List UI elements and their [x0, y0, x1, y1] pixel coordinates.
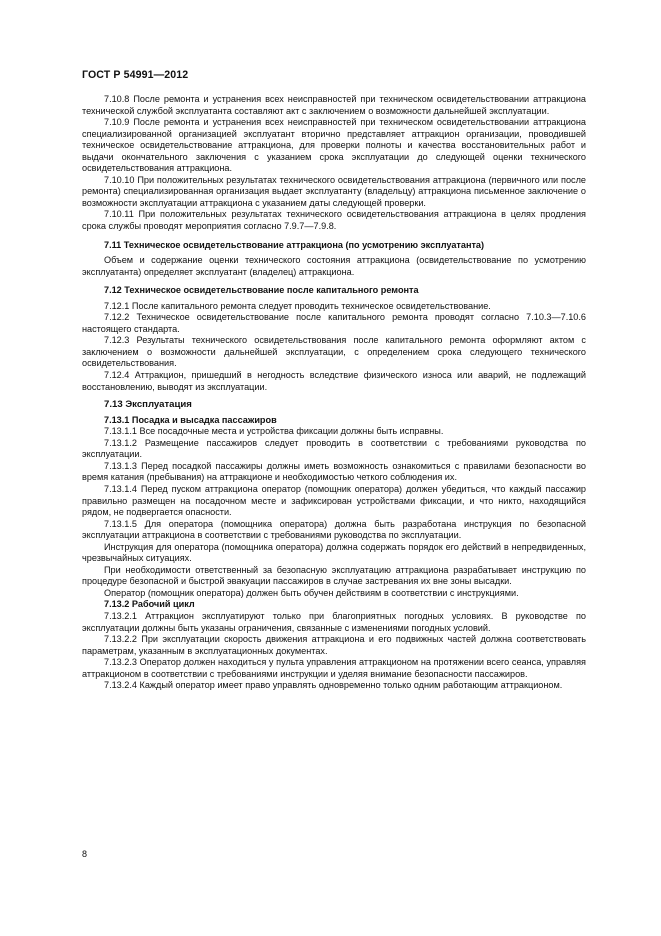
paragraph-7-13-1-1: 7.13.1.1 Все посадочные места и устройства фиксации должны быть исправны. — [104, 426, 444, 437]
paragraph-7-10-11: 7.10.11 При положительных результатах технического освидетельствования аттракциона в целях продления срока службы проводят мероприятия согласно 7.9.7—7.9.8. — [82, 209, 586, 232]
paragraph-7-12-2: 7.12.2 Техническое освидетельствование после капитального ремонта проводят согласно 7.10.3—7.10.6 настоящего стандарта. — [82, 312, 586, 334]
section-heading-7-12: 7.12 Техническое освидетельствование после капитального ремонта — [104, 285, 419, 296]
subsection-heading-7-13-2: 7.13.2 Рабочий цикл — [104, 599, 195, 610]
document-body — [82, 94, 586, 692]
section-heading-7-11: 7.11 Техническое освидетельствование аттракциона (по усмотрению эксплуатанта) — [104, 239, 485, 250]
paragraph-operator-training: Оператор (помощник оператора) должен быть обучен действиям в соответствии с инструкциями. — [104, 587, 519, 598]
document-header: ГОСТ Р 54991—2012 — [82, 69, 189, 81]
paragraph-7-13-1-2: 7.13.1.2 Размещение пассажиров следует проводить в соответствии с требованиями руководства по эксплуатации. — [82, 437, 586, 460]
paragraph-7-13-2-2: 7.13.2.2 При эксплуатации скорость движения аттракциона и его подвижных частей должна соответствовать параметрам, указанным в эксплуатационных документах. — [82, 634, 586, 656]
paragraph-7-12-3: 7.12.3 Результаты технического освидетельствования после капитального ремонта оформляют актом с заключением о возможности дальнейшей эксплуатации, с определением срока следующего технического освидетельствования. — [82, 335, 586, 369]
paragraph-7-12-1: 7.12.1 После капитального ремонта следует проводить техническое освидетельствование. — [104, 300, 491, 311]
paragraph-7-10-10: 7.10.10 При положительных результатах технического освидетельствования аттракциона (первичного или после ремонта) специализированная организация выдает эксплуатанту (владельцу) аттракциона письменное заключение о возможности эксплуатации аттракциона с указанием даты следующей проверки. — [82, 174, 586, 208]
paragraph-7-13-2-4: 7.13.2.4 Каждый оператор имеет право управлять одновременно только одним работающим аттракционом. — [104, 680, 563, 691]
section-heading-7-13: 7.13 Эксплуатация — [104, 399, 192, 411]
subsection-heading-7-13-1: 7.13.1 Посадка и высадка пассажиров — [104, 414, 277, 425]
paragraph-7-13-2-3: 7.13.2.3 Оператор должен находиться у пульта управления аттракционом на протяжении всего сеанса, управляя аттракционом в соответствии с требованиями инструкции и уделяя внимание безопасности пассажиров. — [82, 657, 586, 679]
page-number: 8 — [82, 849, 88, 859]
paragraph-7-13-1-4: 7.13.1.4 Перед пуском аттракциона оператор (помощник оператора) должен убедиться, что каждый пассажир правильно размещен на посадочном месте и зафиксирован устройствами фиксации, и что никто, находящийся рядом, не подвергается опасности. — [82, 483, 586, 518]
paragraph-7-13-2-1: 7.13.2.1 Аттракцион эксплуатируют только при благоприятных погодных условиях. В руководстве по эксплуатации должны быть указаны ограничения, связанные с изменениями погодных условий. — [82, 610, 586, 633]
paragraph-7-10-8: 7.10.8 После ремонта и устранения всех неисправностей при техническом освидетельствовании аттракциона технической службой эксплуатанта составляют акт с заключением о возможности дальнейшей эксплуатации. — [82, 94, 586, 116]
paragraph-7-12-4: 7.12.4 Аттракцион, пришедший в негодность вследствие физического износа или аварий, не подлежащий восстановлению, выводят из эксплуатации. — [82, 370, 586, 392]
paragraph-7-10-9: 7.10.9 После ремонта и устранения всех неисправностей при техническом освидетельствовании аттракциона специализированной организацией эксплуатант вторично представляет аттракцион организации, проводившей техническое освидетельствование аттракциона, для проверки полноты и качества восстановительных работ и выдачи окончательного заключения с указанием срока эксплуатации до следующей оценки технического освидетельствования аттракциона. — [82, 117, 586, 174]
paragraph-7-11: Объем и содержание оценки технического состояния аттракциона (освидетельствование по усмотрению эксплуатанта) определяет эксплуатант (владелец) аттракциона. — [82, 255, 586, 277]
paragraph-evacuation-instruction: При необходимости ответственный за безопасную эксплуатацию аттракциона разрабатывает инструкцию по процедуре безопасной и быстрой эвакуации пассажиров в случае застревания их вне зоны высадки. — [82, 564, 586, 587]
paragraph-instruction-content: Инструкция для оператора (помощника оператора) должна содержать порядок его действий в непредвиденных, чрезвычайных ситуациях. — [82, 541, 586, 564]
paragraph-7-13-1-3: 7.13.1.3 Перед посадкой пассажиры должны иметь возможность ознакомиться с правилами безопасности во время катания (пребывания) на аттракционе и необходимостью четкого соблюдения их. — [82, 460, 586, 483]
paragraph-7-13-1-5: 7.13.1.5 Для оператора (помощника оператора) должна быть разработана инструкция по безопасной эксплуатации аттракциона в соответствии с требованиями руководства по эксплуатации. — [82, 518, 586, 541]
